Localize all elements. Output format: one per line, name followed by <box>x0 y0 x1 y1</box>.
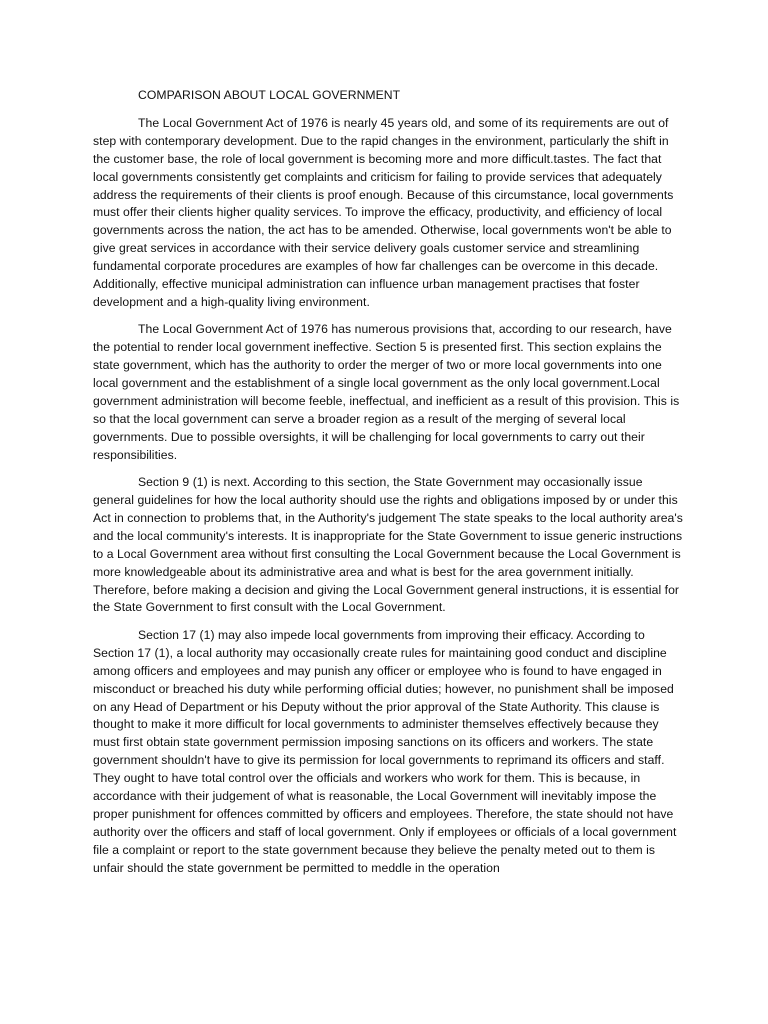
paragraph-1: The Local Government Act of 1976 is nearly 45 years old, and some of its requirements are out of step with contemporary development. Due to the rapid changes in the environment, particularly the shift in the customer base, the role of local government is becoming more and more difficult.tastes. The fact that local governments consistently get complaints and criticism for failing to provide services that adequately address the requirements of their clients is proof enough. Because of this circumstance, local governments must offer their clients higher quality services. To improve the efficacy, productivity, and efficiency of local governments across the nation, the act has to be amended. Otherwise, local governments won't be able to give great services in accordance with their service delivery goals customer service and streamlining fundamental corporate procedures are examples of how far challenges can be overcome in this decade. Additionally, effective municipal administration can influence urban management practises that foster development and a high-quality living environment. <box>93 115 674 309</box>
paragraph-2: The Local Government Act of 1976 has numerous provisions that, according to our research, have the potential to render local government ineffective. Section 5 is presented first. This section explains the state government, which has the authority to order the merger of two or more local governments into one local government and the establishment of a single local government as the only local government.Local government administration will become feeble, ineffectual, and inefficient as a result of this provision. This is so that the local government can serve a broader region as a result of the merging of several local governments. Due to possible oversights, it will be challenging for local governments to carry out their responsibilities. <box>93 322 680 462</box>
document-page <box>93 87 683 887</box>
paragraph-4: Section 17 (1) may also impede local governments from improving their efficacy. According to Section 17 (1), a local authority may occasionally create rules for maintaining good conduct and discipline among officers and employees and may punish any officer or employee who is found to have engaged in misconduct or breached his duty while performing official duties; however, no punishment shall be imposed on any Head of Department or his Deputy without the prior approval of the State Authority. This clause is thought to make it more difficult for local governments to administer themselves effectively because they must first obtain state government permission imposing sanctions on its officers and workers. The state government shouldn't have to give its permission for local governments to reprimand its officers and staff. They ought to have total control over the officials and workers who work for them. This is because, in accordance with their judgement of what is reasonable, the Local Government will inevitably impose the proper punishment for offences committed by officers and employees. Therefore, the state should not have authority over the officers and staff of local government. Only if employees or officials of a local government file a complaint or report to the state government because they believe the penalty meted out to them is unfair should the state government be permitted to meddle in the operation <box>93 627 677 875</box>
document-title: COMPARISON ABOUT LOCAL GOVERNMENT <box>138 88 401 102</box>
paragraph-3: Section 9 (1) is next. According to this section, the State Government may occasionally issue general guidelines for how the local authority should use the rights and obligations imposed by or under this Act in connection to problems that, in the Authority's judgement The state speaks to the local authority area's and the local community's interests. It is inappropriate for the State Government to issue generic instructions to a Local Government area without first consulting the Local Government because the Local Government is more knowledgeable about its administrative area and what is best for the area government initially. Therefore, before making a decision and giving the Local Government general instructions, it is essential for the State Government to first consult with the Local Government. <box>93 475 683 615</box>
